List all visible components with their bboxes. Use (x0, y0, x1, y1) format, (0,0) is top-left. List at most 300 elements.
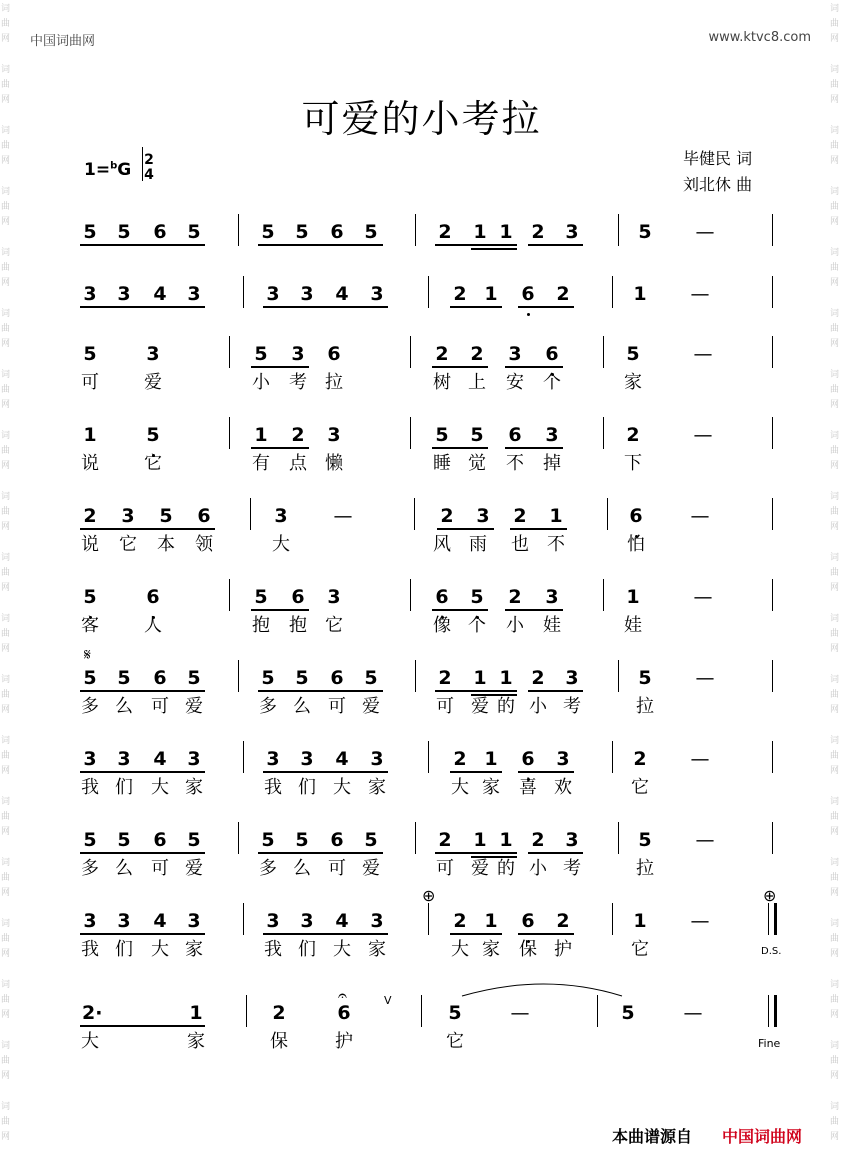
note: 5 (448, 1002, 462, 1024)
lyric-char: 们 (298, 777, 316, 798)
note: 5 (117, 221, 131, 243)
fermata-mark: 𝄐 (338, 986, 347, 1005)
beam-underline (80, 690, 205, 692)
lyric-char: 可 (436, 858, 454, 879)
note: 2 (440, 505, 454, 527)
score-line (0, 1001, 843, 1061)
note: 5 (295, 667, 309, 689)
note: 2 (438, 829, 452, 851)
barline (603, 336, 604, 368)
lyric-char: 爱 (471, 696, 489, 717)
watermark-char: 词 (1, 675, 11, 685)
watermark-char: 网 (830, 339, 840, 349)
note: 2 (83, 505, 97, 527)
watermark-char: 网 (830, 34, 840, 44)
barline (410, 417, 411, 449)
beam-underline (505, 609, 563, 611)
lyric-char: 大 (272, 534, 290, 555)
note: 5 (470, 586, 484, 608)
note: 2 (531, 829, 545, 851)
lyric-char: 家 (482, 777, 500, 798)
composer-credit: 刘北休 曲 (683, 175, 753, 194)
beam-underline (80, 528, 215, 530)
note: 1 (473, 667, 487, 689)
lyric-char: 爱 (185, 696, 203, 717)
watermark-char: 曲 (830, 995, 840, 1005)
lyric-char: 的 (497, 696, 515, 717)
watermark-char: 网 (1, 461, 11, 471)
lyric-char: 大 (81, 1031, 99, 1052)
watermark-char: 网 (830, 156, 840, 166)
watermark-char: 词 (1, 492, 11, 502)
time-bar (142, 147, 143, 181)
watermark-char: 词 (830, 1041, 840, 1051)
lyric-char: 可 (436, 696, 454, 717)
watermark-char: 曲 (1, 1117, 11, 1127)
watermark-char: 曲 (1, 568, 11, 578)
barline (243, 276, 244, 308)
watermark-char: 词 (830, 1102, 840, 1112)
watermark-char: 曲 (1, 629, 11, 639)
barline (246, 995, 247, 1027)
lyric-char: 小 (506, 615, 524, 636)
lyric-char: 考 (563, 858, 581, 879)
beam-underline (505, 447, 563, 449)
note: 3 (117, 283, 131, 305)
watermark-char: 词 (1, 614, 11, 624)
beam-underline (263, 771, 388, 773)
watermark-char: 词 (830, 492, 840, 502)
beam-underline (450, 771, 502, 773)
note: 3 (83, 283, 97, 305)
note: 2 (531, 667, 545, 689)
lyric-char: 大 (151, 777, 169, 798)
barline (618, 214, 619, 246)
barline (597, 995, 598, 1027)
note: — (690, 283, 710, 305)
note: 3 (476, 505, 490, 527)
watermark-char: 网 (1, 705, 11, 715)
barline (428, 741, 429, 773)
watermark-char: 网 (1, 949, 11, 959)
barline (229, 579, 230, 611)
lyric-char: 多 (259, 858, 277, 879)
watermark-char: 曲 (1, 19, 11, 29)
lyric-char: 睡 (433, 453, 451, 474)
note: 1 (83, 424, 97, 446)
watermark-char: 曲 (1, 1056, 11, 1066)
watermark-char: 网 (830, 1010, 840, 1020)
beam-underline (528, 244, 583, 246)
note: 1 (499, 667, 513, 689)
watermark-char: 网 (830, 1071, 840, 1081)
key-note: G (117, 160, 132, 180)
beam-underline (518, 933, 574, 935)
beam-underline (258, 690, 383, 692)
time-top: 2 (144, 152, 154, 168)
lyric-char: 娃 (543, 615, 561, 636)
tie-arc (462, 984, 622, 996)
watermark-char: 网 (1, 95, 11, 105)
song-title: 可爱的小考拉 (301, 97, 542, 141)
note: 5 (187, 667, 201, 689)
lyric-char: 考 (563, 696, 581, 717)
lyric-char: 人 (144, 615, 162, 636)
note: 2 (453, 283, 467, 305)
lyric-char: 么 (293, 858, 311, 879)
lyric-char: 雨 (469, 534, 487, 555)
note: 1 (484, 910, 498, 932)
lyric-char: 拉 (636, 858, 654, 879)
lyric-char: 小 (252, 372, 270, 393)
watermark-char: 曲 (830, 507, 840, 517)
note: 2 (438, 221, 452, 243)
lyric-char: 像 (433, 615, 451, 636)
end-barline (772, 660, 773, 692)
note: 6 (291, 586, 305, 608)
note: 1 (633, 283, 647, 305)
barline (603, 579, 604, 611)
note: 6 (337, 1002, 351, 1024)
watermark-char: 曲 (830, 629, 840, 639)
lyric-char: 也 (511, 534, 529, 555)
watermark-char: 词 (830, 248, 840, 258)
lyric-char: 它 (119, 534, 137, 555)
note: 2 (438, 667, 452, 689)
watermark-char: 曲 (1, 324, 11, 334)
watermark-char: 词 (1, 431, 11, 441)
note: 1 (626, 586, 640, 608)
lyric-char: 可 (151, 696, 169, 717)
note: 4 (153, 283, 167, 305)
lyric-char: 家 (185, 777, 203, 798)
note: 6 (330, 221, 344, 243)
note: 1 (484, 748, 498, 770)
note: 6 (330, 829, 344, 851)
note: 5 (83, 343, 97, 365)
header-site-name: 中国词曲网 (30, 34, 96, 49)
watermark-char: 网 (1, 339, 11, 349)
lyric-char: 家 (482, 939, 500, 960)
lyric-char: 的 (497, 858, 515, 879)
watermark-char: 词 (1, 248, 11, 258)
note: 5 (364, 829, 378, 851)
end-barline (774, 903, 777, 935)
watermark-char: 曲 (830, 568, 840, 578)
note: 3 (556, 748, 570, 770)
lyric-char: 它 (144, 453, 162, 474)
lyric-char: 点 (289, 453, 307, 474)
lyric-char: 懒 (325, 453, 343, 474)
note: 2 (626, 424, 640, 446)
lyric-char: 家 (185, 939, 203, 960)
note: — (695, 221, 715, 243)
watermark-char: 词 (1, 187, 11, 197)
time-signature (142, 153, 156, 183)
note: 5 (261, 667, 275, 689)
lyric-char: 保 (270, 1031, 288, 1052)
score-line (0, 282, 843, 342)
beam-underline (450, 306, 502, 308)
watermark-char: 词 (1, 65, 11, 75)
note: 5 (638, 829, 652, 851)
note: — (693, 424, 713, 446)
watermark-char: 曲 (1, 995, 11, 1005)
lyric-char: 护 (554, 939, 572, 960)
watermark-char: 网 (830, 217, 840, 227)
beam-underline (251, 366, 309, 368)
watermark-char: 词 (1, 309, 11, 319)
note: 2 (291, 424, 305, 446)
note: — (690, 910, 710, 932)
note: 5 (638, 667, 652, 689)
barline (410, 336, 411, 368)
note: 6 (153, 221, 167, 243)
barline (238, 660, 239, 692)
end-barline (772, 417, 773, 449)
beam-underline (251, 447, 309, 449)
barline (603, 417, 604, 449)
note: 6 (521, 748, 535, 770)
lyric-char: 家 (368, 939, 386, 960)
note: 2 (531, 221, 545, 243)
beam-underline (510, 528, 567, 530)
watermark-char: 网 (830, 705, 840, 715)
lyric-char: 可 (151, 858, 169, 879)
barline (421, 995, 422, 1027)
watermark-char: 网 (830, 949, 840, 959)
watermark-char: 词 (1, 1041, 11, 1051)
note: 2 (470, 343, 484, 365)
note: 5 (295, 221, 309, 243)
beam-underline (80, 852, 205, 854)
beam-underline (528, 852, 583, 854)
note: 3 (266, 748, 280, 770)
lyric-char: 觉 (468, 453, 486, 474)
note: 3 (274, 505, 288, 527)
lyric-char: 家 (187, 1031, 205, 1052)
note: 3 (545, 424, 559, 446)
note: 1 (473, 221, 487, 243)
beam-underline-double (471, 248, 517, 250)
watermark-char: 网 (1, 583, 11, 593)
watermark-char: 曲 (830, 690, 840, 700)
note: 2· (82, 1002, 103, 1024)
watermark-char: 曲 (1, 385, 11, 395)
lyric-char: 领 (195, 534, 213, 555)
note: 1 (633, 910, 647, 932)
note: 1 (549, 505, 563, 527)
watermark-char: 网 (1, 156, 11, 166)
note: 3 (83, 748, 97, 770)
note: 3 (146, 343, 160, 365)
watermark-char: 曲 (1, 751, 11, 761)
lyric-char: 下 (624, 453, 642, 474)
note: — (690, 748, 710, 770)
note: 4 (335, 283, 349, 305)
beam-underline (435, 690, 517, 692)
watermark-char: 曲 (830, 202, 840, 212)
note: 5 (435, 424, 449, 446)
watermark-char: 词 (830, 553, 840, 563)
watermark-char: 曲 (1, 263, 11, 273)
key-flat: b (110, 160, 118, 172)
note: — (333, 505, 353, 527)
lyricist-credit: 毕健民 词 (683, 149, 753, 168)
lyric-char: 爱 (471, 858, 489, 879)
note: 3 (266, 910, 280, 932)
beam-underline (432, 366, 488, 368)
watermark-char: 词 (1, 370, 11, 380)
coda-mark: ⊕ (763, 886, 777, 905)
watermark-char: 曲 (1, 446, 11, 456)
note: 3 (117, 748, 131, 770)
watermark-char: 网 (830, 461, 840, 471)
segno-mark: 𝄋 (84, 645, 91, 664)
beam-underline (450, 933, 502, 935)
low-octave-dot (527, 313, 530, 316)
watermark-char: 词 (1, 126, 11, 136)
beam-underline (258, 852, 383, 854)
watermark-char: 曲 (830, 751, 840, 761)
watermark-char: 网 (1, 1132, 11, 1142)
note: 3 (291, 343, 305, 365)
note: 3 (565, 829, 579, 851)
watermark-char: 网 (830, 583, 840, 593)
beam-underline (80, 244, 205, 246)
score-line (0, 747, 843, 807)
beam-underline (518, 306, 574, 308)
lyric-char: 家 (624, 372, 642, 393)
watermark-char: 网 (830, 827, 840, 837)
note: 5 (254, 586, 268, 608)
barline (415, 822, 416, 854)
lyric-char: 说 (81, 534, 99, 555)
barline (243, 903, 244, 935)
barline (428, 903, 429, 935)
beam-underline (80, 933, 205, 935)
barline (229, 336, 230, 368)
lyric-char: 个 (468, 615, 486, 636)
note: 6 (146, 586, 160, 608)
barline (618, 660, 619, 692)
note: 6 (435, 586, 449, 608)
end-barline (772, 276, 773, 308)
beam-underline (258, 244, 383, 246)
note: 6 (545, 343, 559, 365)
breath-mark: V (384, 994, 392, 1007)
watermark-char: 词 (830, 980, 840, 990)
lyric-char: 抱 (252, 615, 270, 636)
note: 3 (121, 505, 135, 527)
watermark-char: 网 (830, 1132, 840, 1142)
score-line (0, 423, 843, 483)
end-barline (768, 995, 769, 1027)
watermark-char: 词 (1, 919, 11, 929)
beam-underline (80, 771, 205, 773)
note: 3 (565, 667, 579, 689)
lyric-char: 我 (81, 939, 99, 960)
note: 6 (153, 829, 167, 851)
footer-source-site[interactable]: 中国词曲网 (722, 1127, 803, 1146)
note: 5 (159, 505, 173, 527)
note: 5 (364, 221, 378, 243)
watermark-char: 词 (830, 736, 840, 746)
watermark-char: 词 (1, 1102, 11, 1112)
barline (618, 822, 619, 854)
watermark-char: 词 (830, 431, 840, 441)
beam-underline (437, 528, 494, 530)
barline (250, 498, 251, 530)
end-barline (772, 579, 773, 611)
watermark-char: 网 (830, 400, 840, 410)
watermark-char: 网 (1, 1010, 11, 1020)
note: — (683, 1002, 703, 1024)
note: 6 (629, 505, 643, 527)
lyric-char: 么 (115, 858, 133, 879)
note: 5 (187, 829, 201, 851)
watermark-char: 网 (1, 827, 11, 837)
lyric-char: 们 (115, 939, 133, 960)
note: 1 (499, 829, 513, 851)
note: 3 (327, 586, 341, 608)
note: 2 (556, 283, 570, 305)
header-url[interactable]: www.ktvc8.com (708, 30, 811, 45)
note: 3 (545, 586, 559, 608)
note: 3 (327, 424, 341, 446)
lyric-char: 本 (157, 534, 175, 555)
watermark-char: 网 (1, 400, 11, 410)
note: 3 (187, 283, 201, 305)
note: 3 (508, 343, 522, 365)
note: 3 (187, 910, 201, 932)
note: 3 (370, 910, 384, 932)
watermark-char: 词 (830, 187, 840, 197)
note: 3 (300, 283, 314, 305)
watermark-char: 词 (1, 4, 11, 14)
watermark-char: 网 (830, 644, 840, 654)
watermark-char: 网 (830, 522, 840, 532)
time-bottom: 4 (144, 167, 154, 183)
watermark-char: 曲 (830, 1117, 840, 1127)
note: 2 (453, 910, 467, 932)
beam-underline (432, 609, 488, 611)
watermark-char: 曲 (830, 80, 840, 90)
lyric-char: 么 (293, 696, 311, 717)
lyric-char: 小 (529, 696, 547, 717)
note: 5 (187, 221, 201, 243)
beam-underline (435, 852, 517, 854)
watermark-char: 曲 (830, 812, 840, 822)
lyric-char: 爱 (144, 372, 162, 393)
score-line (0, 666, 843, 726)
barline (415, 660, 416, 692)
watermark-char: 曲 (1, 690, 11, 700)
note: 2 (453, 748, 467, 770)
lyric-char: 树 (433, 372, 451, 393)
end-barline (772, 741, 773, 773)
lyric-char: 爱 (362, 696, 380, 717)
lyric-char: 它 (631, 777, 649, 798)
lyric-char: 大 (151, 939, 169, 960)
note: 5 (83, 829, 97, 851)
note: 5 (83, 221, 97, 243)
note: 6 (153, 667, 167, 689)
lyric-char: 保 (519, 939, 537, 960)
lyric-char: 拉 (636, 696, 654, 717)
note: 5 (638, 221, 652, 243)
watermark-char: 词 (830, 797, 840, 807)
